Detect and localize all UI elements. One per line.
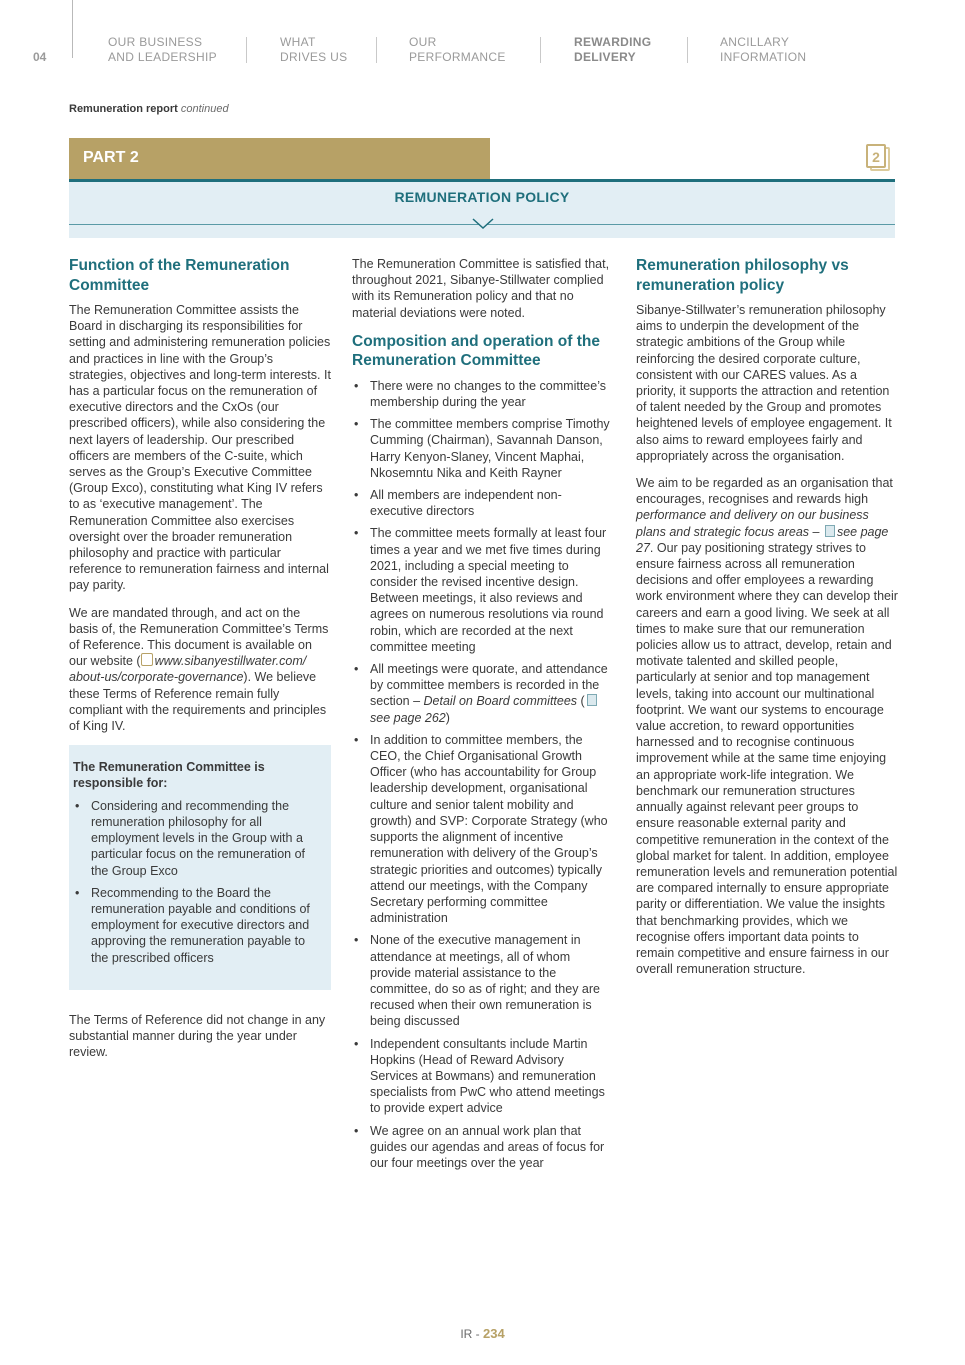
part-badge-icon[interactable]: 2	[866, 144, 886, 168]
column-left	[69, 256, 331, 1071]
column-right	[636, 256, 898, 988]
part-label: PART 2	[83, 149, 139, 166]
link-icon	[141, 653, 153, 666]
nav-label-line2: DRIVES US	[280, 50, 348, 64]
section-title: REMUNERATION POLICY	[394, 189, 570, 205]
paragraph: The Remuneration Committee assists the Board in discharging its responsibilities for setting and administering remuneration policies and practices in line with the Group’s strategies, objectives and long-term interests. It has a particular focus on the remuneration of executive directors and the CxOs (our prescribed officers), while also considering the next layers of leadership. Our prescribed officers are members of the C-suite, which serves as the Group’s Executive Committee (Group Exco), constituting what King IV refers to as ‘executive management’. The Remuneration Committee also exercises oversight over the broader remuneration philosophy and practice with particular reference to remuneration fairness and internal pay parity.	[69, 303, 331, 593]
nav-rewarding-delivery[interactable]	[574, 35, 651, 65]
text-italic: performance and delivery on our business plans and strategic focus areas	[636, 508, 869, 539]
nav-what-drives-us[interactable]	[280, 35, 347, 65]
list-item: • In addition to committee members, the CEO, the Chief Organisational Growth Officer (who has accountability for Group leadership development, organisational culture and senior talent mobility and growth) and SVP: Corporate Strategy (who supports the alignment of incentive remuneration with delivery of the Group’s strategic priorities and outcomes) typically attend our meetings, with the Company Secretary performing committee administration	[352, 732, 614, 926]
nav-label-line1: ANCILLARY	[720, 35, 790, 49]
page-footer	[0, 1326, 965, 1341]
breadcrumb	[69, 103, 229, 115]
page-ref-icon	[587, 694, 597, 706]
paragraph: The Terms of Reference did not change in any substantial manner during the year under review.	[69, 1012, 326, 1060]
nav-separator	[246, 37, 247, 63]
nav-label-line2: PERFORMANCE	[409, 50, 506, 64]
list-item: • The committee members comprise Timothy Cumming (Chairman), Savannah Danson, Harry Kenyon-Slaney, Vincent Maphai, Nkosemntu Nika and Keith Rayner	[352, 416, 614, 481]
list-item: • We agree on an annual work plan that guides our agendas and areas of focus for our four meetings over the year	[352, 1123, 614, 1172]
list-item: • All members are independent non-executive directors	[352, 487, 614, 519]
section-number: 04	[33, 50, 47, 64]
nav-our-business[interactable]	[108, 35, 217, 65]
nav-label-line2: DELIVERY	[574, 50, 636, 64]
text: ). We believe these Terms of Reference remain fully compliant with the requirements and principles of King IV.	[69, 670, 327, 734]
nav-label-line1: OUR	[409, 35, 437, 49]
page-ref-link[interactable]: see page 262	[370, 710, 446, 725]
heading-philosophy: Remuneration philosophy vs remuneration policy	[636, 257, 849, 294]
website-link[interactable]: www.sibanyestillwater.com/ about-us/corporate-governance	[69, 654, 307, 685]
list-item: • There were no changes to the committee’s membership during the year	[352, 378, 614, 410]
box-title: The Remuneration Committee is responsible for:	[73, 760, 265, 791]
list-item: • Independent consultants include Martin Hopkins (Head of Reward Advisory Services at Bowmans) and remuneration specialists from PwC who attend meetings to provide expert advice	[352, 1036, 614, 1117]
nav-label-line2: AND LEADERSHIP	[108, 50, 217, 64]
nav-ancillary-information[interactable]	[720, 35, 806, 65]
text: –	[809, 524, 823, 539]
paragraph: Sibanye-Stillwater’s remuneration philosophy aims to underpin the development of the strategic ambitions of the Group while reinforcing the desired corporate culture, consistent with our CARES values. As a priority, it supports the attraction and retention of talent needed by the Group and promotes heightened levels of employee engagement. It also aims to reward employees fairly and appropriately across the organisation.	[636, 303, 892, 463]
nav-separator	[540, 37, 541, 63]
paragraph-mandate	[69, 605, 331, 735]
nav-label-line2: INFORMATION	[720, 50, 807, 64]
paragraph: The Remuneration Committee is satisfied that, throughout 2021, Sibanye-Stillwater complied with its Remuneration policy and that no material deviations were noted.	[352, 257, 610, 320]
list-item: • Recommending to the Board the remuneration payable and conditions of employment for executive directors and approving the remuneration payable to the prescribed officers	[73, 885, 323, 966]
paragraph-aim	[636, 475, 898, 977]
board-committees-ref[interactable]: Detail on Board committees	[423, 694, 578, 709]
nav-label-line1: OUR BUSINESS	[108, 35, 203, 49]
breadcrumb-title: Remuneration report	[69, 103, 178, 115]
composition-list	[352, 378, 614, 1171]
responsibilities-box	[69, 745, 331, 989]
text: . Our pay positioning strategy strives to ensure fairness across all remuneration decisions and offer employees a rewarding work environment where they can develop their careers and earn a good living. We seek at all times to make sure that our remuneration policies allow us to attract, develop, retain and motivate talented and skilled people, particularly at senior and top management levels, taking into account our multinational footprint. We want our systems to encourage value accretion, to reward opportunities harnessed and to recognise continuous improvement while at the same time enjoying an appropriate work-life integration. We benchmark our remuneration structures annually against relevant peer groups to ensure reasonable external parity and competitive remuneration in the context of the global market for talent. In addition, employee remuneration levels and remuneration potential are compared internally to ensure appropriate parity or differentiation. We value the insights that benchmarking provides, which we recognise offers important data points to remain competitive and ensure fairness in our overall remuneration structure.	[636, 540, 898, 977]
text: All meetings were quorate, and attendance by committee members is recorded in the section –	[370, 662, 608, 709]
nav-separator	[376, 37, 377, 63]
list-item: • None of the executive management in attendance at meetings, all of whom provide material assistance to the committee, do so as of right; and they are recused when their own remuneration is being discussed	[352, 932, 614, 1029]
list-item: • Considering and recommending the remuneration philosophy for all employment levels in the Group with a particular focus on the remuneration of the Group Exco	[73, 798, 323, 879]
heading-function: Function of the Remuneration Committee	[69, 257, 290, 294]
breadcrumb-suffix: continued	[180, 103, 229, 115]
nav-separator	[687, 37, 688, 63]
list-item: • All meetings were quorate, and attendance by committee members is recorded in the section – Detail on Board committees (see page 262)	[352, 661, 614, 726]
column-middle	[352, 256, 614, 1177]
text: We aim to be regarded as an organisation that encourages, recognises and rewards high	[636, 476, 893, 507]
footer-prefix: IR -	[460, 1327, 483, 1341]
heading-composition: Composition and operation of the Remuneration Committee	[352, 332, 600, 370]
header-divider	[72, 0, 73, 58]
page-ref-icon	[825, 525, 835, 537]
responsibilities-list	[73, 798, 323, 966]
nav-our-performance[interactable]	[409, 35, 506, 65]
page-ref-link[interactable]: see page 27	[636, 524, 889, 555]
footer-page-number: 234	[482, 1326, 505, 1341]
list-item: • The committee meets formally at least four times a year and we met five times during 2021, including a special meeting to consider the revised incentive design. Between meetings, it also reviews and agrees on numerous resolutions via round robin, which are recorded at the next committee meeting	[352, 525, 614, 655]
chevron-down-icon	[472, 218, 494, 230]
text: We are mandated through, and act on the basis of, the Remuneration Committee’s Terms of Reference. This document is available on our website (	[69, 605, 329, 669]
nav-label-line1: REWARDING	[574, 35, 652, 49]
nav-label-line1: WHAT	[280, 35, 316, 49]
